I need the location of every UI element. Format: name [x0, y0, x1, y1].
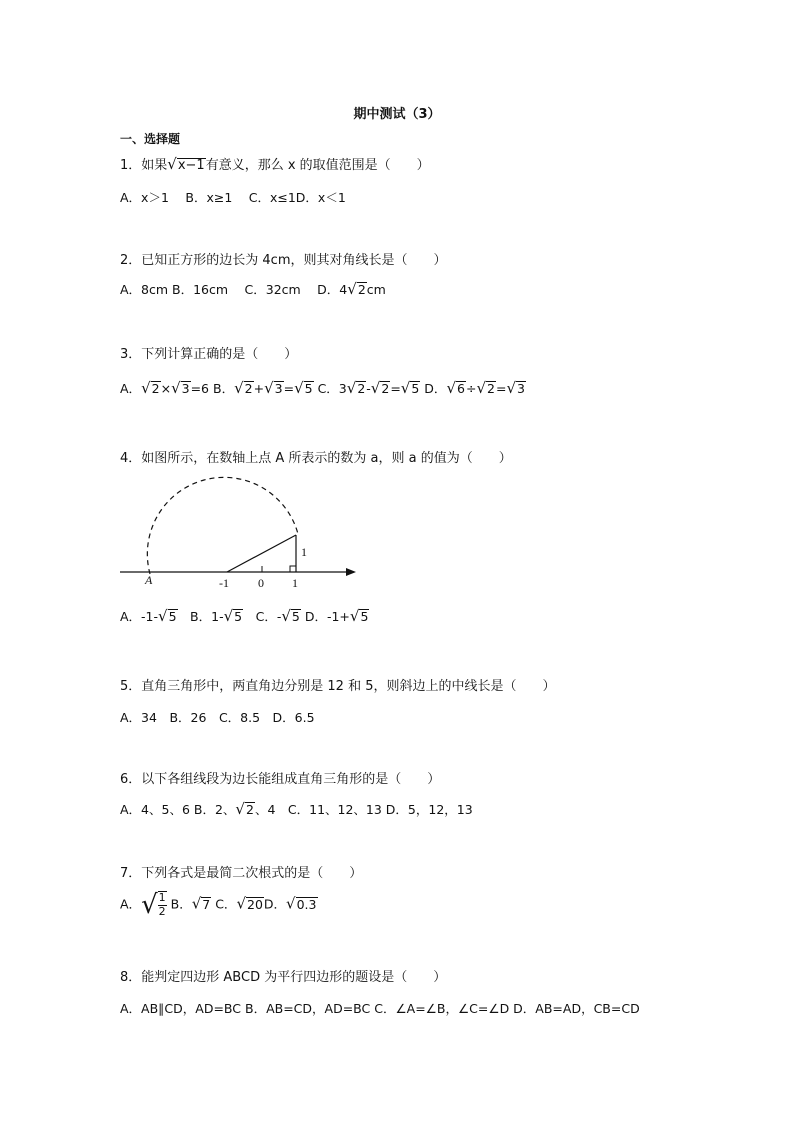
label-minus-1: -1 — [219, 576, 229, 590]
label-1: 1 — [292, 576, 298, 590]
label-height-1: 1 — [301, 545, 307, 559]
question-2-options: A．8cm B．16cm C．32cm D．4√2cm — [120, 280, 386, 298]
question-7-stem: 7．下列各式是最简二次根式的是（ ） — [120, 866, 363, 881]
question-1-stem: 1．如果√x−1有意义，那么 x 的取值范围是（ ） — [120, 155, 430, 173]
dashed-arc — [147, 477, 298, 574]
label-a: A — [145, 573, 153, 587]
question-8-options: A．AB∥CD，AD=BC B．AB=CD，AD=BC C．∠A=∠B，∠C=∠D D．AB=AD，CB=CD — [120, 1001, 640, 1016]
label-0: 0 — [258, 576, 264, 590]
section-heading: 一、选择题 — [120, 132, 181, 146]
question-1-options: A．x＞1 B．x≥1 C．x≤1D．x＜1 — [120, 190, 346, 205]
question-3-options: A．√2×√3=6 B．√2+√3=√5 C．3√2-√2=√5 D．√6÷√2=√3 — [120, 379, 525, 397]
question-5-stem: 5．直角三角形中，两直角边分别是 12 和 5，则斜边上的中线长是（ ） — [120, 679, 556, 694]
question-5-options: A．34 B．26 C．8.5 D．6.5 — [120, 710, 315, 725]
question-8-stem: 8．能判定四边形 ABCD 为平行四边形的题设是（ ） — [120, 970, 447, 985]
radicand: x−1 — [177, 158, 205, 173]
page-title: 期中测试（3） — [353, 107, 441, 122]
question-6-stem: 6．以下各组线段为边长能组成直角三角形的是（ ） — [120, 772, 441, 787]
number-line-figure — [110, 470, 370, 595]
question-7-options: A．√ $\frac{1}{2}$ B．√7 C．√20D．√0.3 — [120, 890, 317, 920]
right-angle-mark — [290, 566, 296, 572]
arrow-head-icon — [346, 568, 356, 576]
question-4-options: A．-1-√5 B．1-√5 C．-√5 D．-1+√5 — [120, 607, 369, 625]
question-4-stem: 4．如图所示，在数轴上点 A 所表示的数为 a，则 a 的值为（ ） — [120, 451, 512, 466]
question-6-options: A．4、5、6 B．2、√2、4 C．11、12、13 D．5，12，13 — [120, 800, 473, 818]
question-2-stem: 2．已知正方形的边长为 4cm，则其对角线长是（ ） — [120, 253, 447, 268]
question-3-stem: 3．下列计算正确的是（ ） — [120, 347, 298, 362]
